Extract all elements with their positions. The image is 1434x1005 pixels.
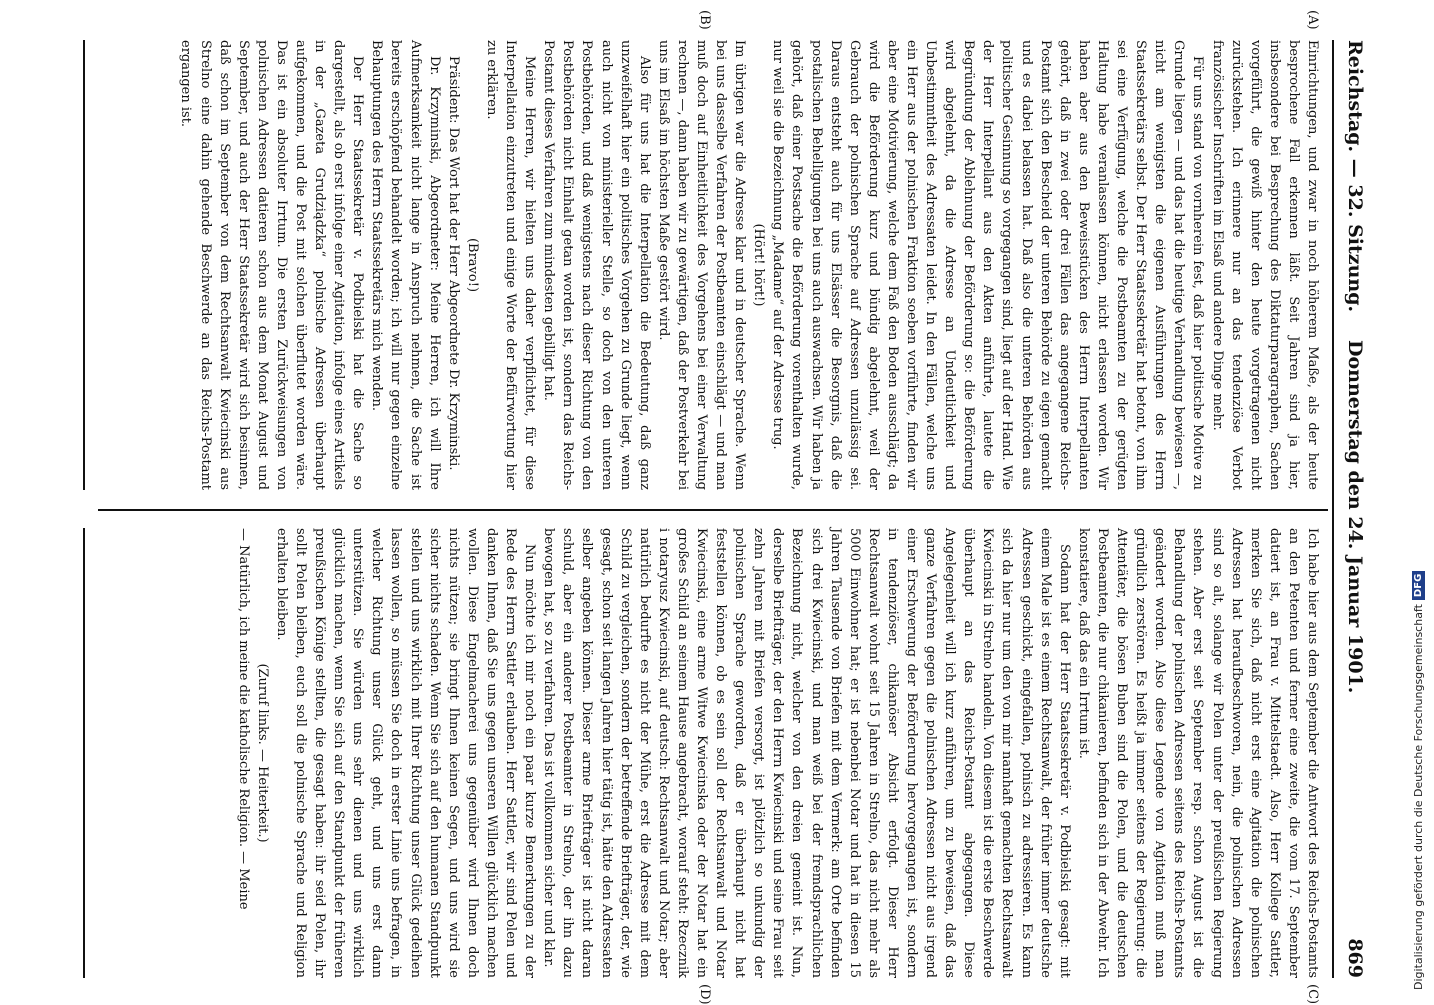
- interjection: (Bravo!): [464, 237, 480, 293]
- paragraph: Für uns stand von vornherein fest, daß hier politische Motive zu Grunde liegen — und das hat die heutige Verhandlung bewiesen —, nicht am wenigsten die eigenen Ausführungen des Herrn Staatssekretärs selbst. Der Herr Staatssekretär hat betont, von ihm sei eine Verfügung, welche die Postbeamten zu der gerügten Haltung habe veranlassen können, nicht erlassen worden. Wir haben aber aus den Beweisstücken des Herrn Interpellanten gehört, daß in zwei oder drei Fällen das angegangene Reichs-Postamt sich den Bescheid der unteren Behörde zu eigen gemacht und es dabei belassen hat. Daß also die unteren Behörden aus politischer Gesinnung so vorgegangen sind, liegt auf der Hand. Wie der Herr Interpellant aus den Akten anführte, lautete die Begründung der Ablehnung der Beförderung so: die Beförderung wird abgelehnt, da die Adresse an Undeutlichkeit und Unbestimmtheit des Adressaten leidet. In den Fällen, welche uns ein Herr aus der polnischen Fraktion soeben vorführte, finden wir aber eine Motivierung, welche dem Faß den Boden ausschlägt; da wird die Beförderung kurz und bündig abgelehnt, weil der Gebrauch der polnischen Sprache auf Adressen unzulässig sei. Daraus entsteht auch für uns Elsässer die Besorgnis, daß die postalischen Behelligungen bei uns auch auswachsen. Wir haben ja gehört, daß einer Postsache die Beförderung vorenthalten wurde, nur weil sie die Bezeichnung „Madame“ auf der Adresse trug.: [770, 40, 1206, 490]
- paragraph: Einrichtungen, und zwar in noch höherem Maße, als der heute besprochene Fall erkennen läßt. Seit Jahren sind ja hier, insbesondere bei Besprechung des Diktaturparagraphen, Sachen vorgeführt, die gewiß hinter den heute vorgetragenen nicht zurückstehen. Ich erinnere nur an das tendenziöse Verbot französischer Inschriften im Elsaß und andere Dinge mehr.: [1209, 40, 1320, 490]
- paragraph: Nun möchte ich mir noch ein paar kurze Bemerkungen zu der Rede des Herrn Sattler erlauben. Herr Sattler, wir sind Polen und danken Ihnen, daß Sie uns gegen unseren Willen glücklich machen wollen. Diese Engelmacherei uns gegenüber wird Ihnen doch nichts nützen; sie bringt Ihnen keinen Segen, und uns wird sie sicher nichts schaden. Wenn Sie sich auf den humanen Standpunkt stellen und uns wirklich mit Ihrer Richtung unser Glück gedeihen lassen wollen, so müssen Sie doch in erster Linie uns befragen, in welcher Richtung unser Glück geht, und uns erst dann unterstützen. Sie würden uns sehr dienen und uns wirklich glücklich machen, wenn Sie sich auf den Standpunkt der früheren preußischen Könige stellten, die gesagt haben: ihr seid Polen, ihr sollt Polen bleiben, euch soll die polnische Sprache und Religion erhalten bleiben.: [273, 528, 538, 978]
- margin-marker-b: (B): [697, 10, 712, 30]
- right-column: [234, 528, 1322, 978]
- digitization-credit: [1405, 8, 1427, 993]
- paragraph: — Natürlich, ich meine die katholische Religion. — Meine: [235, 528, 251, 910]
- left-column: [176, 40, 1322, 490]
- paragraph: Ich habe hier aus dem September die Antwort des Reichs-Postamts an den Petenten und ferner eine zweite, die vom 17. September datiert ist, an Frau v. Mittelstaedt. Also, Herr Kollege Sattler, merken Sie sich, daß nicht erst eine Agitation die polnischen Adressen hat heraufbeschworen, nein, die polnischen Adressen sind so alt, solange wir Polen unter der preußischen Regierung stehen. Aber erst seit September resp. schon August ist die Behandlung der polnischen Adressen seitens des Reichs-Postamts geändert worden. Also diese Legende von Agitation muß man gründlich zerstören. Es heißt ja immer seitens der Regierung: die Attentäter, die bösen Buben sind die Polen, und die deutschen Postbeamten, die nur chikanieren, befinden sich in der Abwehr. Ich konstatiere, daß das ein Irrtum ist.: [1075, 528, 1320, 978]
- margin-marker-a: (A): [1305, 10, 1320, 30]
- credit-text: Digitalisierung gefördert durch die Deutsche Forschungsgemeinschaft: [1411, 604, 1425, 990]
- header-date: Donnerstag den 24. Januar 1901.: [1344, 340, 1366, 694]
- paragraph: Der Herr Staatssekretär v. Podbielski hat die Sache so dargestellt, als ob erst infolge einer Agitation, infolge eines Artikels in der „Gazeta Grudziądzka“ polnische Adressen überhaupt aufgekommen, und die Post mit solchen überflutet worden wäre. Das ist ein absoluter Irrtum. Die ersten Zurückweisungen von polnischen Adressen datieren schon aus dem Monat August und September, und auch der Herr Staatssekretär wird sich besinnen, daß schon im September von dem Rechtsanwalt Kwiecinski aus Strelno eine dahin gehende Beschwerde an das Reichs-Postamt ergangen ist.: [178, 40, 366, 490]
- page-number: 869: [1344, 938, 1366, 978]
- left-column-end-rule: [83, 40, 85, 490]
- header-session: Reichstag. — 32. Sitzung.: [1344, 40, 1366, 313]
- margin-marker-c: (C): [1305, 984, 1320, 1005]
- paragraph: Im übrigen war die Adresse klar und in deutscher Sprache. Wenn bei uns dasselbe Verfahren der Postbeamten einschlägt — und man muß doch auf Einheitlichkeit des Vorgehens bei einer Verwaltung rechnen —, dann haben wir zu gewärtigen, daß der Postverkehr bei uns im Elsaß im höchsten Maße gestört wird.: [655, 40, 748, 490]
- right-column-end-rule: [83, 528, 85, 978]
- rotated-page-content: [52, 10, 1372, 1005]
- speaker-paragraph: Präsident: Das Wort hat der Herr Abgeordnete Dr. Krzyminski.: [445, 56, 461, 471]
- interjection: (Hört! hört!): [751, 223, 767, 307]
- speaker-paragraph: Dr. Krzyminski, Abgeordneter: Meine Herren, ich will Ihre Aufmerksamkeit nicht lange in Anspruch nehmen, die Sache ist bereits erschöpfend behandelt worden; ich will nur gegen einzelne Behauptungen des Herrn Staatssekretärs mich wenden.: [369, 40, 442, 490]
- interjection: (Zuruf links. — Heiterkeit.): [254, 663, 270, 843]
- dfg-logo: DFG: [1412, 571, 1425, 600]
- page-header: [1336, 40, 1372, 978]
- margin-marker-d: (D): [697, 984, 712, 1005]
- header-rule: [1332, 40, 1334, 978]
- paragraph: Sodann hat der Herr Staatssekretär v. Podbielski gesagt: mit einem Male ist es einem Rechtsanwalt, der früher immer deutsche Adressen geschickt, eingefallen, polnisch zu adressieren. Es kann sich da hier nur um den von mir namhaft gemachten Rechtsanwalt Kwiecinski in Strelno handeln. Von diesem ist die erste Beschwerde überhaupt an das Reichs-Postamt abgegangen. Diese Angelegenheit will ich kurz anführen, um zu beweisen, daß das ganze Verfahren gegen die polnischen Adressen nicht aus irgend einer Erschwerung der Beförderung hervorgegangen ist, sondern in tendenziöser, chikanöser Absicht erfolgt. Dieser Herr Rechtsanwalt wohnt seit 15 Jahren in Strelno, das nicht mehr als 5000 Einwohner hat; er ist nebenbei Notar und hat in diesen 15 Jahren Tausende von Briefen mit dem Vermerk: am Orte befinden sich drei Kwiecinski, und man weiß bei der fremdsprachlichen Bezeichnung nicht, welcher von den dreien gemeint ist. Nun, derselbe Briefträger, der den Herrn Kwiecinski und seine Frau seit zehn Jahren mit Briefen versorgt, ist plötzlich so unkundig der polnischen Sprache geworden, daß er überhaupt nicht hat feststellen können, ob es sein soll der Rechtsanwalt und Notar Kwiecinski, eine arme Witwe Kwiecinska oder der Notar hat ein großes Schild an seinem Hause angebracht, worauf steht: Rzecznik i notaryusz Kwiecinski, auf deutsch: Rechtsanwalt und Notar; aber natürlich bedurfte es nicht der Mühe, erst die Adresse mit dem Schild zu vergleichen, sondern der betreffende Briefträger, der, wie gesagt, schon seit langen Jahren hier tätig ist, hätte den Adressaten selber angeben können. Dieser arme Briefträger ist nicht daran schuld, aber ein anderer Postbeamter in Strelno, der ihn dazu bewogen hat, so zu verfahren. Das ist vollkommen sicher und klar.: [541, 528, 1072, 978]
- paragraph: Meine Herren, wir hielten uns daher verpflichtet, für diese Interpellation einzutreten und einige Worte der Befürwortung hier zu erklären.: [483, 40, 538, 490]
- column-divider: [98, 509, 1328, 511]
- paragraph: Also für uns hat die Interpellation die Bedeutung, daß ganz unzweifelhaft hier ein politisches Vorgehen zu Grunde liegt, wenn auch nicht von ministerieller Stelle, so doch von den unteren Postbehörden, und daß wenigstens nach dieser Richtung von den Postbehörden nicht Einhalt getan worden ist, sondern das Reichs-Postamt dieses Verfahren zum mindesten gebilligt hat.: [541, 40, 652, 490]
